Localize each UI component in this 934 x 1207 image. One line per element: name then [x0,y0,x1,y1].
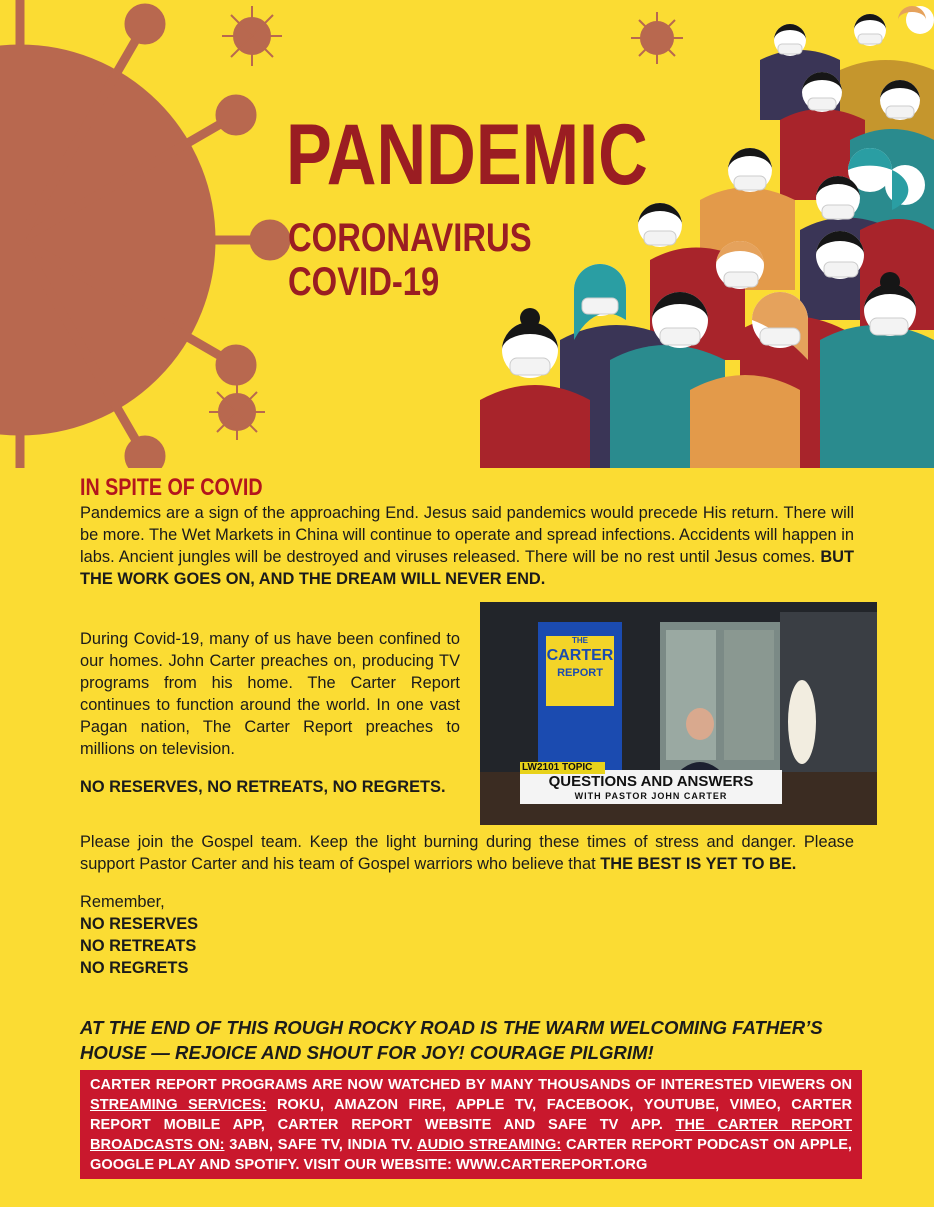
page-title: PANDEMIC [286,107,648,203]
paragraph-intro-emphasis: BUT THE WORK GOES ON, AND THE DREAM WILL NEVER END. [80,548,854,588]
screen-logo-report: REPORT [557,667,603,679]
subtitle-covid: COVID-19 [288,260,440,304]
banner-link-broadcasts[interactable]: THE CARTER REPORT BROADCASTS ON: [90,1117,852,1153]
screen-logo-the: THE [572,636,588,645]
lower-third-title: QUESTIONS AND ANSWERS [548,773,754,790]
screen-logo [546,636,614,706]
paragraph-intro-text: Pandemics are a sign of the approaching End. Jesus said pandemics would precede His return. There will be more. The Wet Markets in China will continue to operate and spread infections. Accidents will happen in labs. Ancient jungles will be destroyed and viruses released. There will be no rest until Jesus comes. [80,504,854,566]
banner-text: ROKU, AMAZON FIRE, APPLE TV, FACEBOOK, YOUTUBE, VIMEO, CARTER REPORT MOBILE APP, CARTER REPORT WEBSITE AND SAFE TV APP. [90,1097,852,1133]
screen-logo-carter: CARTER [546,647,614,664]
topic-tag: LW2101 TOPIC [522,762,593,773]
article-intro [80,474,854,590]
section-heading: IN SPITE OF COVID [80,474,263,501]
paragraph-support-text: Please join the Gospel team. Keep the light burning during these times of stress and danger. Please support Pastor Carter and his team of Gospel warriors who believe that [80,833,854,873]
list-item: NO RETREATS [80,937,197,955]
paragraph-motto [80,776,460,798]
paragraph-covid: During Covid-19, many of us have been confined to our homes. John Carter preaches on, producing TV programs from his home. The Carter Report continues to function around the world. In one vast Pagan nation, The Carter Report preaches to millions on television. [80,630,460,758]
list-item: NO REGRETS [80,959,189,977]
paragraph-support-emphasis: THE BEST IS YET TO BE. [600,855,797,873]
closing-statement: AT THE END OF THIS ROUGH ROCKY ROAD IS THE WARM WELCOMING FATHER’S HOUSE — REJOICE AND SHOUT FOR JOY! COURAGE PILGRIM! [80,1017,823,1063]
banner-text: CARTER REPORT PODCAST ON APPLE, GOOGLE PLAY AND SPOTIFY. VISIT OUR WEBSITE: WWW.CARTEREPORT.ORG [90,1137,852,1173]
banner-link-streaming[interactable]: STREAMING SERVICES: [90,1097,267,1113]
virus-small-2 [631,12,683,64]
tv-program-photo [480,602,877,825]
lower-third-subtitle: WITH PASTOR JOHN CARTER [574,791,728,801]
hero-illustration [0,0,934,468]
article-lower [80,831,854,979]
subtitle-coronavirus: CORONAVIRUS [288,216,532,260]
paragraph-support [80,831,854,875]
remember-label: Remember, [80,893,165,911]
motto-text: NO RESERVES, NO RETREATS, NO REGRETS. [80,778,446,796]
banner-link-audio[interactable]: AUDIO STREAMING: [417,1137,562,1153]
remember-block [80,891,854,979]
programs-banner [80,1070,862,1179]
banner-text: 3ABN, SAFE TV, INDIA TV. [224,1137,418,1153]
masked-crowd [480,6,934,468]
virus-small-3 [209,384,265,440]
list-item: NO RESERVES [80,915,199,933]
paragraph-intro [80,502,854,590]
virus-small-1 [222,6,282,66]
banner-text: CARTER REPORT PROGRAMS ARE NOW WATCHED BY MANY THOUSANDS OF INTERESTED VIEWERS ON [90,1077,852,1093]
article-left-column [80,628,460,798]
